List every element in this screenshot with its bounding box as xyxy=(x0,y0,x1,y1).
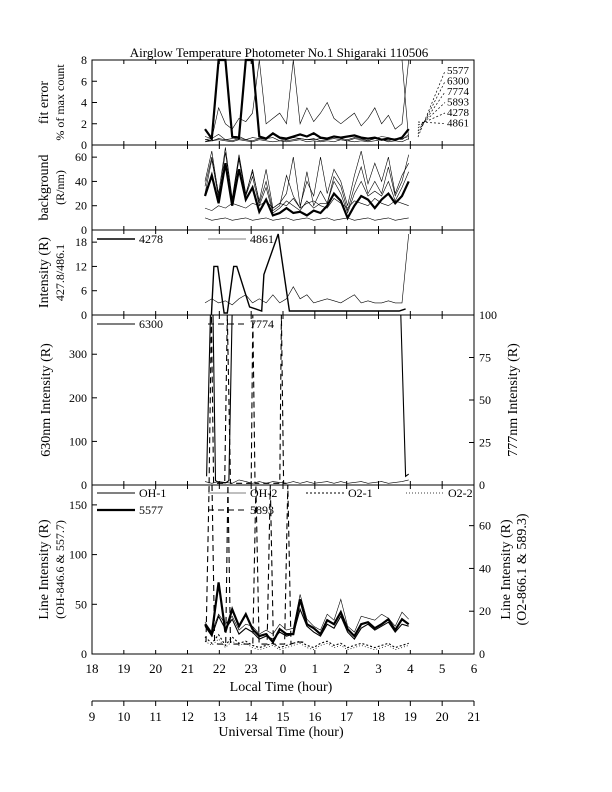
legend-label-O2-2: O2-2 xyxy=(448,486,473,500)
local-time-tick-label: 22 xyxy=(212,661,226,676)
y-tick-label: 200 xyxy=(69,390,87,405)
panel-bg xyxy=(37,145,474,237)
series-O2-1 xyxy=(205,635,409,648)
ut-tick-label: 11 xyxy=(149,709,162,724)
y-tick-label: 20 xyxy=(75,198,87,213)
legend-leader xyxy=(418,113,445,125)
y-tick-label: 6 xyxy=(81,74,87,89)
y-right-axis-label: (O2-866.1 & 589.3) xyxy=(515,513,530,626)
legend-label-7774: 7774 xyxy=(447,86,469,98)
legend-label-OH-2: OH-2 xyxy=(250,486,278,500)
local-time-axis xyxy=(86,661,478,676)
series-4278 xyxy=(205,218,409,220)
ut-tick-label: 19 xyxy=(403,709,417,724)
y-tick-label: 0 xyxy=(81,647,87,661)
local-time-tick-label: 20 xyxy=(149,661,163,676)
y-tick-label: 150 xyxy=(69,497,87,512)
y-right-tick-label: 40 xyxy=(479,561,491,576)
y-tick-label: 60 xyxy=(75,150,87,165)
legend-label-5893: 5893 xyxy=(250,503,274,517)
y-right-tick-label: 0 xyxy=(479,478,485,492)
ut-tick-label: 20 xyxy=(435,709,449,724)
y-axis-label: (R/nm) xyxy=(53,170,67,205)
panel-line xyxy=(37,485,530,661)
chart-title: Airglow Temperature Photometer No.1 Shigaraki 110506 xyxy=(129,45,429,60)
legend-label-O2-1: O2-1 xyxy=(348,486,373,500)
series-5577 xyxy=(205,60,409,140)
local-time-tick-label: 19 xyxy=(117,661,131,676)
y-tick-label: 18 xyxy=(75,235,87,250)
legend-leader xyxy=(418,92,445,131)
universal-time-axis xyxy=(89,701,481,724)
y-axis-label: 630nm Intensity (R) xyxy=(39,343,54,457)
y-right-tick-label: 60 xyxy=(479,518,491,533)
series-7774 xyxy=(205,60,409,140)
legend-leader xyxy=(418,82,445,135)
y-tick-label: 12 xyxy=(75,259,87,274)
legend-label-OH-1: OH-1 xyxy=(139,486,167,500)
panel-oi xyxy=(39,308,521,492)
series-5577 xyxy=(205,582,409,642)
panel-frame xyxy=(92,60,474,145)
y-right-tick-label: 75 xyxy=(479,350,491,365)
local-time-tick-label: 21 xyxy=(181,661,194,676)
y-axis-label: (OH-846.6 & 557.7) xyxy=(53,520,67,619)
y-tick-label: 100 xyxy=(69,547,87,562)
y-tick-label: 0 xyxy=(81,478,87,492)
y-axis-label: background xyxy=(37,154,52,221)
y-right-tick-label: 20 xyxy=(479,604,491,619)
local-time-axis-label: Local Time (hour) xyxy=(229,680,333,695)
legend-label-5577: 5577 xyxy=(447,65,469,77)
legend-label-6300: 6300 xyxy=(447,75,469,88)
ut-tick-label: 21 xyxy=(467,709,481,724)
panel-fit xyxy=(37,53,474,152)
local-time-tick-label: 2 xyxy=(343,661,350,676)
y-tick-label: 4 xyxy=(81,95,87,110)
y-right-tick-label: 50 xyxy=(479,393,491,407)
y-axis-label: 427.8/486.1 xyxy=(53,243,67,302)
panels xyxy=(37,53,530,661)
y-axis-label: fit error xyxy=(37,80,52,125)
ut-tick-label: 16 xyxy=(308,709,322,724)
universal-time-axis-label: Universal Time (hour) xyxy=(218,725,344,740)
y-right-tick-label: 100 xyxy=(479,308,497,322)
y-right-tick-label: 0 xyxy=(479,647,485,661)
y-right-tick-label: 25 xyxy=(479,435,491,450)
ut-tick-label: 14 xyxy=(244,709,258,724)
y-tick-label: 0 xyxy=(81,308,87,322)
y-axis-label: Line Intensity (R) xyxy=(37,519,52,620)
series-6300 xyxy=(207,315,409,483)
y-tick-label: 2 xyxy=(81,116,87,131)
y-axis-label: Intensity (R) xyxy=(37,236,52,309)
ut-tick-label: 15 xyxy=(276,709,290,724)
local-time-tick-label: 0 xyxy=(279,661,287,676)
y-right-axis-label: 777nm Intensity (R) xyxy=(506,343,521,457)
ut-tick-label: 17 xyxy=(340,709,354,724)
legend-label-4278: 4278 xyxy=(447,107,469,119)
y-right-axis-label: Line Intensity (R) xyxy=(499,519,514,620)
series-6300 xyxy=(205,60,409,142)
legend-label-5893: 5893 xyxy=(447,96,469,109)
y-axis-label: % of max count xyxy=(53,64,67,141)
legend-label-4861: 4861 xyxy=(250,232,274,246)
local-time-tick-label: 23 xyxy=(244,661,258,676)
series-4861 xyxy=(205,234,409,305)
legend-label-7774: 7774 xyxy=(250,317,274,331)
local-time-tick-label: 4 xyxy=(407,661,414,676)
series-7774 xyxy=(209,315,289,483)
legend-label-5577: 5577 xyxy=(139,503,163,517)
legend-label-4861: 4861 xyxy=(447,117,469,130)
local-time-tick-label: 18 xyxy=(85,661,99,676)
y-tick-label: 300 xyxy=(69,347,87,362)
y-tick-label: 0 xyxy=(81,223,87,237)
local-time-tick-label: 1 xyxy=(311,661,319,676)
ut-tick-label: 12 xyxy=(181,709,194,724)
legend-label-4278: 4278 xyxy=(139,232,163,246)
y-tick-label: 8 xyxy=(81,53,87,67)
local-time-tick-label: 5 xyxy=(438,661,446,676)
local-time-tick-label: 6 xyxy=(470,661,478,676)
y-tick-label: 0 xyxy=(81,138,87,152)
y-tick-label: 6 xyxy=(81,283,87,298)
ut-tick-label: 13 xyxy=(212,709,226,724)
ut-tick-label: 10 xyxy=(117,709,131,724)
y-tick-label: 50 xyxy=(75,597,87,612)
legend-label-6300: 6300 xyxy=(139,317,163,331)
panel-frame xyxy=(92,145,474,230)
y-tick-label: 100 xyxy=(69,434,87,449)
legend-leader xyxy=(418,103,445,129)
legend-leader xyxy=(418,71,445,137)
panel-blue xyxy=(37,230,474,322)
ut-tick-label: 9 xyxy=(88,709,96,724)
ut-tick-label: 18 xyxy=(372,709,385,724)
y-tick-label: 40 xyxy=(75,174,87,189)
local-time-tick-label: 3 xyxy=(375,661,382,676)
panel-frame xyxy=(92,315,474,485)
